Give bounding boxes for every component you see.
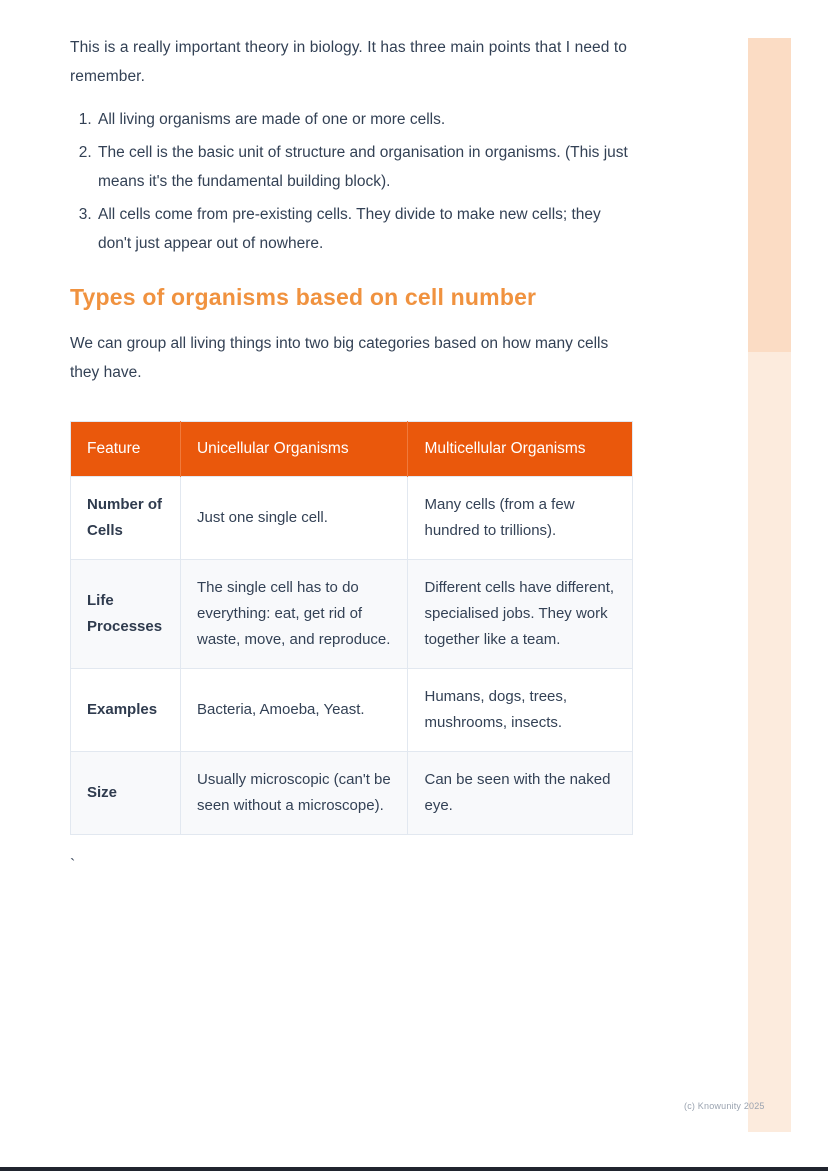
section-heading: Types of organisms based on cell number: [70, 284, 537, 310]
table-cell: Humans, dogs, trees, mushrooms, insects.: [408, 669, 633, 752]
table-row: [71, 477, 633, 560]
table-header-cell: Multicellular Organisms: [408, 422, 633, 477]
table-row: [71, 752, 633, 835]
stray-backtick: `: [70, 857, 76, 874]
side-stripe-highlight: [748, 38, 791, 352]
document-content: [70, 33, 636, 875]
list-item: 3. All cells come from pre-existing cells. They divide to make new cells; they don't just appear out of nowhere.: [96, 200, 636, 258]
table-cell: The single cell has to do everything: eat, get rid of waste, move, and reproduce.: [180, 560, 408, 669]
body-paragraph: We can group all living things into two big categories based on how many cells they have.: [70, 335, 609, 381]
list-item: 1. All living organisms are made of one or more cells.: [96, 105, 636, 134]
table-cell: Different cells have different, specialised jobs. They work together like a team.: [408, 560, 633, 669]
table-header-cell: Unicellular Organisms: [180, 422, 408, 477]
table-cell: Can be seen with the naked eye.: [408, 752, 633, 835]
table-cell: Usually microscopic (can't be seen without a microscope).: [180, 752, 408, 835]
intro-paragraph: This is a really important theory in biology. It has three main points that I need to remember.: [70, 39, 628, 85]
table-header-row: [71, 422, 633, 477]
feature-cell: Number of Cells: [71, 477, 181, 560]
table-header-cell: Feature: [71, 422, 181, 477]
table-cell: Just one single cell.: [180, 477, 408, 560]
feature-cell: Examples: [71, 669, 181, 752]
table-cell: Many cells (from a few hundred to trillions).: [408, 477, 633, 560]
numbered-list: [70, 105, 636, 258]
table-cell: Bacteria, Amoeba, Yeast.: [180, 669, 408, 752]
footer-copyright: (c) Knowunity 2025: [684, 1101, 765, 1111]
table-row: [71, 669, 633, 752]
bottom-edge-bar: [0, 1167, 828, 1171]
table-row: [71, 560, 633, 669]
feature-cell: Life Processes: [71, 560, 181, 669]
list-item: 2. The cell is the basic unit of structure and organisation in organisms. (This just means it's the fundamental building block).: [96, 138, 636, 196]
feature-cell: Size: [71, 752, 181, 835]
comparison-table: [70, 421, 633, 835]
